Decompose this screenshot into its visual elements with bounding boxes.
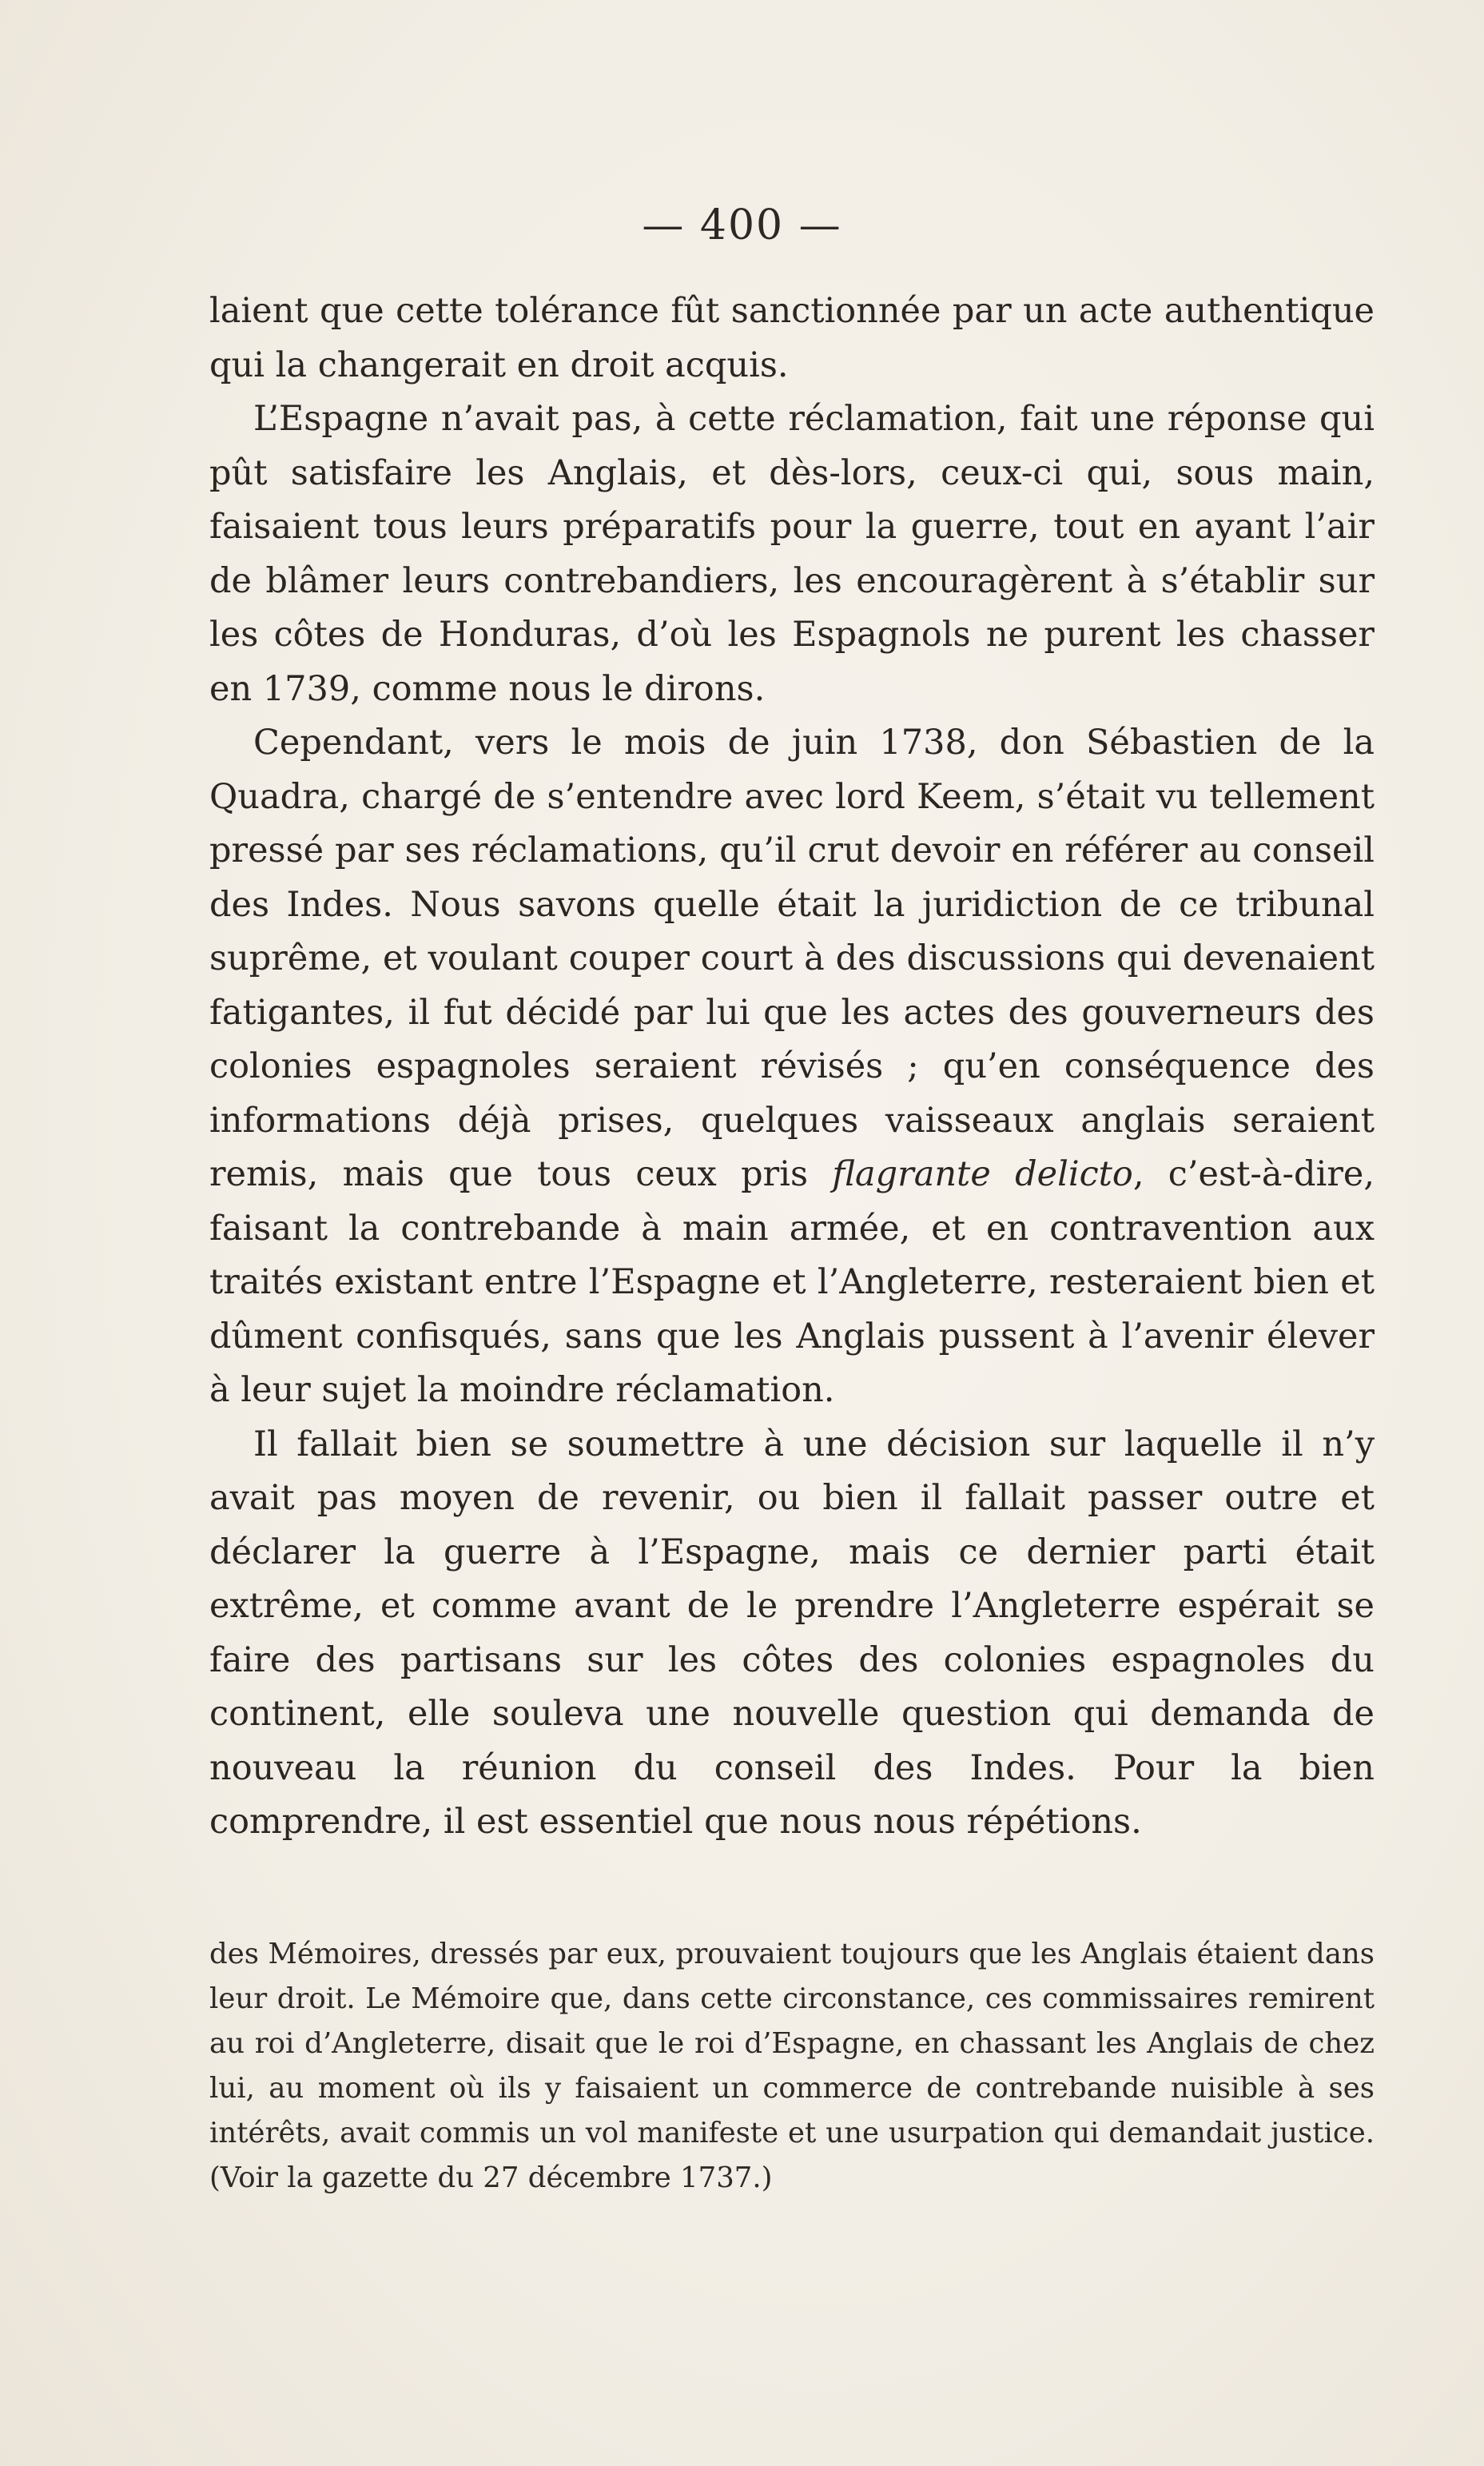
footnote-text: des Mémoires, dressés par eux, prouvaient toujours que les Anglais étaient dans leur droit. Le Mémoire que, dans cette circonstance, ces commissaires remirent au roi d’Angleterre, disait que le roi d’Espagne, en chassant les Anglais de chez lui, au moment où ils y faisaient un commerce de contrebande nuisible à ses intérêts, avait commis un vol manifeste et une usurpation qui demandait justice. (Voir la gazette du 27 décembre 1737.) [209,1938,1375,2194]
main-text [209,285,1375,1850]
paragraph-2: L’Espagne n’avait pas, à cette réclamation, fait une réponse qui pût satisfaire les Anglais, et dès-lors, ceux-ci qui, sous main, faisaient tous leurs préparatifs pour la guerre, tout en ayant l’air de blâmer leurs contrebandiers, les encouragèrent à s’établir sur les côtes de Honduras, d’où les Espagnols ne purent les chasser en 1739, comme nous le dirons. [209,399,1375,709]
paragraph-3-text-end: , c’est-à-dire, faisant la contrebande à main armée, et en contravention aux traités existant entre l’Espagne et l’Angleterre, resteraient bien et dûment confisqués, sans que les Anglais pussent à l’avenir élever à leur sujet la moindre réclamation. [209,1154,1375,1410]
paragraph-3-latin-phrase: flagrante delicto [832,1154,1133,1194]
paragraph-3-text-start: Cependant, vers le mois de juin 1738, don Sébastien de la Quadra, chargé de s’entendre avec lord Keem, s’était vu tellement pressé par ses réclamations, qu’il crut devoir en référer au conseil des Indes. Nous savons quelle était la juridiction de ce tribunal suprême, et voulant couper court à des discussions qui devenaient fatigantes, il fut décidé par lui que les actes des gouverneurs des colonies espagnoles seraient révisés ; qu’en conséquence des informations déjà prises, quelques vaisseaux anglais seraient remis, mais que tous ceux pris [209,723,1375,1194]
footnote [209,1932,1375,2201]
page-number: — 400 — [642,201,842,249]
paragraph-1: laient que cette tolérance fût sanctionnée par un acte authentique qui la changerait en droit acquis. [209,291,1375,385]
paragraph-4: Il fallait bien se soumettre à une décision sur laquelle il n’y avait pas moyen de revenir, ou bien il fallait passer outre et déclarer la guerre à l’Espagne, mais ce dernier parti était extrême, et comme avant de le prendre l’Angleterre espérait se faire des partisans sur les côtes des colonies espagnoles du continent, elle souleva une nouvelle question qui demanda de nouveau la réunion du conseil des Indes. Pour la bien comprendre, il est essentiel que nous nous répétions. [209,1424,1375,1842]
paragraph-3 [209,716,1375,1418]
